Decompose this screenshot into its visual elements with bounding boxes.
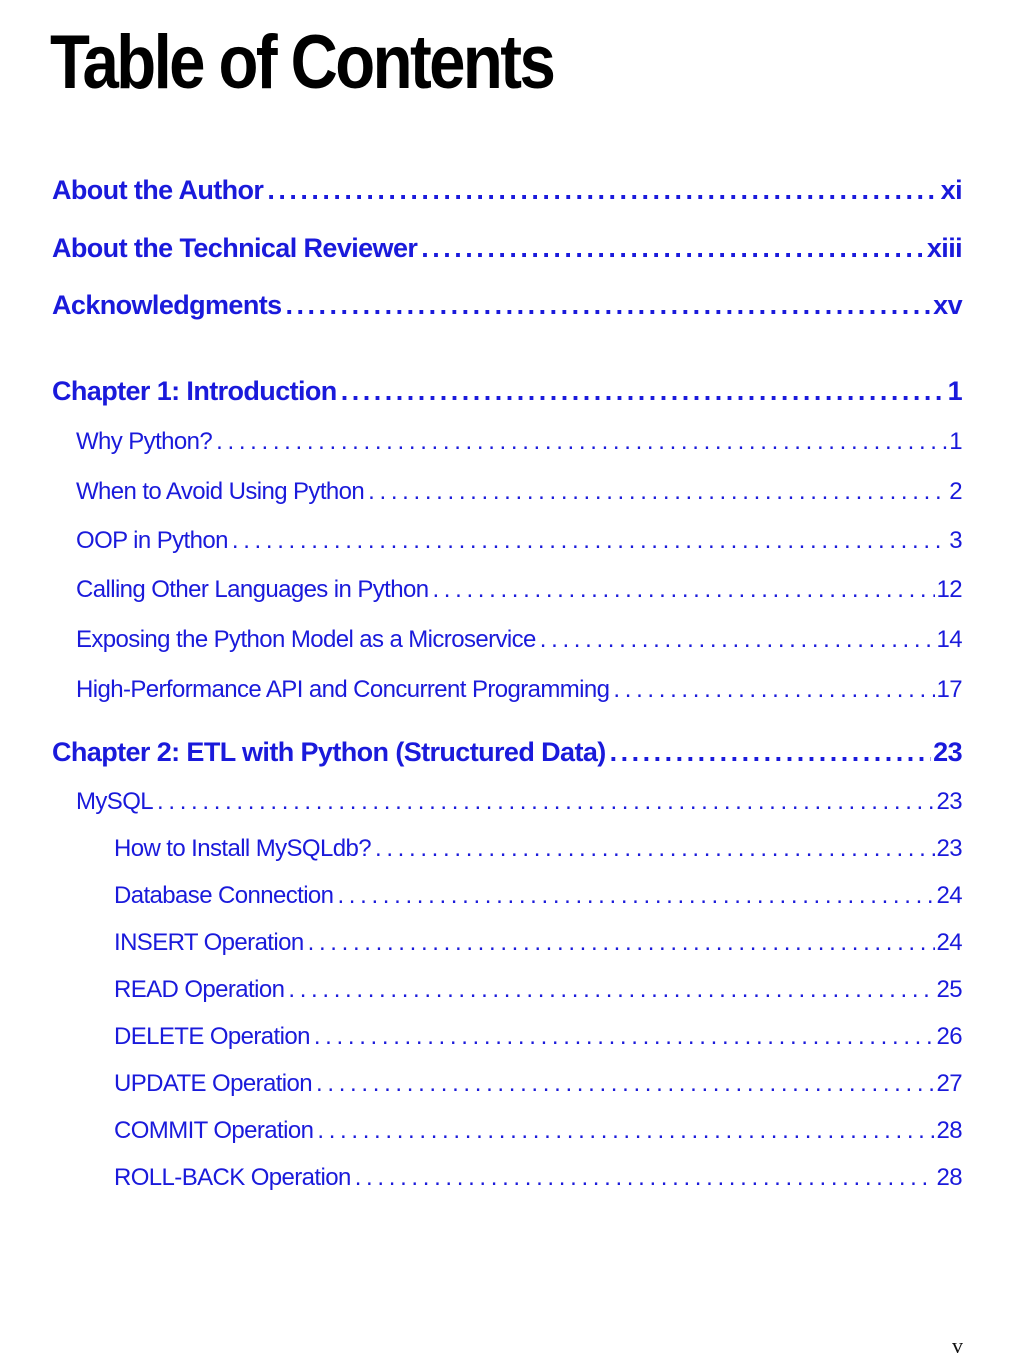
toc-entry-calling-other-languages[interactable] bbox=[76, 575, 962, 605]
toc-entry-label: OOP in Python bbox=[76, 527, 228, 554]
toc-entry-label: READ Operation bbox=[114, 976, 285, 1003]
toc-entry-page-number: 17 bbox=[936, 676, 962, 703]
dot-leader bbox=[341, 374, 946, 408]
dot-leader bbox=[317, 1116, 934, 1146]
toc-entry-when-to-avoid-using-python[interactable] bbox=[76, 477, 962, 507]
dot-leader bbox=[308, 928, 935, 958]
dot-leader bbox=[286, 288, 932, 322]
toc-entry-mysql[interactable] bbox=[76, 787, 962, 817]
dot-leader bbox=[267, 173, 938, 207]
dot-leader bbox=[613, 675, 934, 705]
toc-entry-database-connection[interactable] bbox=[114, 881, 962, 911]
toc-entry-page-number: xiii bbox=[926, 233, 962, 263]
dot-leader bbox=[232, 526, 947, 556]
toc-entry-page-number: 23 bbox=[933, 737, 962, 767]
toc-entry-acknowledgments[interactable] bbox=[52, 288, 962, 322]
toc-entry-page-number: 2 bbox=[949, 478, 962, 505]
dot-leader bbox=[314, 1022, 935, 1052]
dot-leader bbox=[375, 834, 935, 864]
toc-entry-label: High-Performance API and Concurrent Programming bbox=[76, 676, 610, 703]
toc-entry-page-number: 1 bbox=[949, 428, 962, 455]
toc-entry-oop-in-python[interactable] bbox=[76, 526, 962, 556]
toc-entry-label: Chapter 1: Introduction bbox=[52, 376, 337, 406]
toc-entry-why-python[interactable] bbox=[76, 427, 962, 457]
toc-entry-page-number: 23 bbox=[936, 788, 962, 815]
toc-entry-label: Why Python? bbox=[76, 428, 213, 455]
toc-entry-label: ROLL-BACK Operation bbox=[114, 1164, 351, 1191]
toc-entry-read-operation[interactable] bbox=[114, 975, 962, 1005]
toc-entry-label: MySQL bbox=[76, 788, 154, 815]
dot-leader bbox=[421, 231, 925, 265]
dot-leader bbox=[216, 427, 947, 457]
toc-entry-page-number: 25 bbox=[936, 976, 962, 1003]
toc-entry-page-number: 28 bbox=[936, 1164, 962, 1191]
toc-entry-label: When to Avoid Using Python bbox=[76, 478, 365, 505]
dot-leader bbox=[355, 1163, 935, 1193]
page-title: Table of Contents bbox=[50, 20, 554, 105]
toc-entry-page-number: 3 bbox=[949, 527, 962, 554]
toc-entry-insert-operation[interactable] bbox=[114, 928, 962, 958]
toc-entry-page-number: xi bbox=[940, 175, 962, 205]
toc-entry-label: How to Install MySQLdb? bbox=[114, 835, 371, 862]
toc-entry-label: Acknowledgments bbox=[52, 290, 282, 320]
toc-entry-page-number: 24 bbox=[936, 929, 962, 956]
toc-entry-label: About the Technical Reviewer bbox=[52, 233, 418, 263]
toc-entry-page-number: 12 bbox=[936, 576, 962, 603]
toc-entry-page-number: 24 bbox=[936, 882, 962, 909]
dot-leader bbox=[157, 787, 934, 817]
toc-entry-page-number: 23 bbox=[936, 835, 962, 862]
dot-leader bbox=[337, 881, 934, 911]
toc-entry-chapter-2[interactable] bbox=[52, 735, 962, 769]
dot-leader bbox=[540, 625, 935, 655]
toc-entry-label: Chapter 2: ETL with Python (Structured Data) bbox=[52, 737, 606, 767]
toc-entry-label: Database Connection bbox=[114, 882, 334, 909]
toc-entry-page-number: 14 bbox=[936, 626, 962, 653]
toc-entry-label: INSERT Operation bbox=[114, 929, 304, 956]
toc-entry-label: Exposing the Python Model as a Microservice bbox=[76, 626, 536, 653]
dot-leader bbox=[288, 975, 934, 1005]
toc-entry-about-the-author[interactable] bbox=[52, 173, 962, 207]
dot-leader bbox=[432, 575, 934, 605]
toc-entry-exposing-python-model[interactable] bbox=[76, 625, 962, 655]
toc-entry-label: DELETE Operation bbox=[114, 1023, 310, 1050]
toc-entry-update-operation[interactable] bbox=[114, 1069, 962, 1099]
toc-entry-commit-operation[interactable] bbox=[114, 1116, 962, 1146]
toc-entry-label: About the Author bbox=[52, 175, 264, 205]
dot-leader bbox=[368, 477, 947, 507]
toc-entry-page-number: 1 bbox=[947, 376, 962, 406]
toc-entry-high-performance-api[interactable] bbox=[76, 675, 962, 705]
toc-entry-label: Calling Other Languages in Python bbox=[76, 576, 429, 603]
toc-entry-page-number: xv bbox=[933, 290, 962, 320]
dot-leader bbox=[316, 1069, 934, 1099]
page-folio-number: v bbox=[952, 1333, 963, 1358]
dot-leader bbox=[610, 735, 932, 769]
toc-entry-page-number: 26 bbox=[936, 1023, 962, 1050]
toc-entry-install-mysqldb[interactable] bbox=[114, 834, 962, 864]
toc-entry-roll-back-operation[interactable] bbox=[114, 1163, 962, 1193]
toc-entry-label: UPDATE Operation bbox=[114, 1070, 313, 1097]
toc-entry-chapter-1[interactable] bbox=[52, 374, 962, 408]
toc-entry-delete-operation[interactable] bbox=[114, 1022, 962, 1052]
toc-entry-label: COMMIT Operation bbox=[114, 1117, 314, 1144]
toc-entry-about-the-technical-reviewer[interactable] bbox=[52, 231, 962, 265]
toc-entry-page-number: 28 bbox=[936, 1117, 962, 1144]
toc-entry-page-number: 27 bbox=[936, 1070, 962, 1097]
